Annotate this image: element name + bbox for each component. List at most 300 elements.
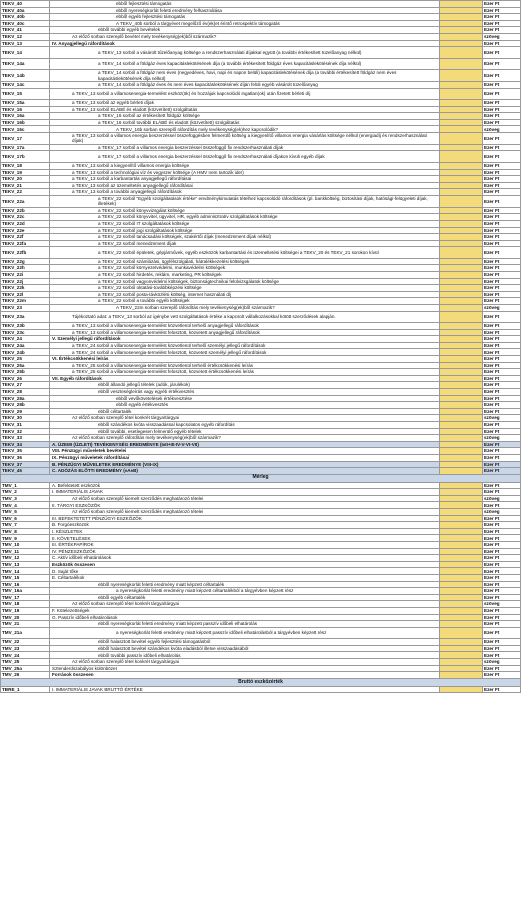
unit-cell[interactable]: Ezer Ft bbox=[483, 58, 521, 70]
row-description-cell[interactable]: a TEKV_22 sorból posta-távközlési költség, internet használati díj bbox=[50, 291, 440, 298]
unit-cell[interactable]: szöveg bbox=[483, 659, 521, 666]
row-description-cell[interactable]: I. IMMATERIÁLIS JAVAK BRUTTÓ ÉRTÉKE bbox=[50, 686, 440, 693]
row-description-cell[interactable]: a TEKV_22 sorból menedzsment díjak bbox=[50, 240, 440, 247]
input-cell[interactable] bbox=[440, 195, 483, 207]
input-cell[interactable] bbox=[440, 162, 483, 169]
row-description-cell[interactable]: D. Saját tőke bbox=[50, 568, 440, 575]
row-description-cell[interactable]: III. BEFEKTETETT PÉNZÜGYI ESZKÖZÖK bbox=[50, 515, 440, 522]
input-cell[interactable] bbox=[440, 70, 483, 82]
row-description-cell[interactable]: ebből halasztott bevétel egyéb fejlesztési támogatásból bbox=[50, 639, 440, 646]
input-cell[interactable] bbox=[440, 278, 483, 285]
row-description-cell[interactable]: a TEKV_13 sorból a további anyagjellegű ráfordítások bbox=[50, 189, 440, 196]
unit-cell[interactable]: Ezer Ft bbox=[483, 522, 521, 529]
unit-cell[interactable]: szöveg bbox=[483, 415, 521, 422]
row-code-cell[interactable]: TEKV_45 bbox=[1, 468, 50, 475]
row-description-cell[interactable]: a TEKV_22 sorból könyvvitel, ügyvitel, HR, egyéb adminisztratív szolgáltatások költsége bbox=[50, 214, 440, 221]
input-cell[interactable] bbox=[440, 133, 483, 145]
row-description-cell[interactable]: a TEKV_14 sorból a földgáz éves kapacitáslekötésének díja (a további értékesített földgáz éves kapacitáslekötésének díja nélkül) bbox=[50, 58, 440, 70]
row-description-cell[interactable]: G. Passzív időbeli elhatárolások bbox=[50, 614, 440, 621]
input-cell[interactable] bbox=[440, 40, 483, 47]
unit-cell[interactable]: Ezer Ft bbox=[483, 1, 521, 8]
row-code-cell[interactable]: TEKV_14a bbox=[1, 58, 50, 70]
input-cell[interactable] bbox=[440, 627, 483, 639]
row-code-cell[interactable]: TEKV_21 bbox=[1, 182, 50, 189]
input-cell[interactable] bbox=[440, 20, 483, 27]
row-code-cell[interactable]: TMV_8 bbox=[1, 528, 50, 535]
row-code-cell[interactable]: TEKV_22b bbox=[1, 207, 50, 214]
unit-cell[interactable]: Ezer Ft bbox=[483, 298, 521, 305]
row-description-cell[interactable]: a TEKV_16 sorból az értékesített földgáz költsége bbox=[50, 113, 440, 120]
row-code-cell[interactable]: TEKV_16 bbox=[1, 106, 50, 113]
unit-cell[interactable]: Ezer Ft bbox=[483, 614, 521, 621]
unit-cell[interactable]: Ezer Ft bbox=[483, 227, 521, 234]
row-description-cell[interactable]: ebből nyereségkorlát feletti eredmény miatt képzett céltartalék bbox=[50, 581, 440, 588]
row-code-cell[interactable]: TEKV_25b bbox=[1, 369, 50, 376]
row-description-cell[interactable]: VII. Egyéb ráfordítások bbox=[50, 375, 440, 382]
unit-cell[interactable]: Ezer Ft bbox=[483, 645, 521, 652]
row-code-cell[interactable]: TMV_4 bbox=[1, 502, 50, 509]
input-cell[interactable] bbox=[440, 1, 483, 8]
row-code-cell[interactable]: TMV_14 bbox=[1, 568, 50, 575]
row-code-cell[interactable]: TEKV_23c bbox=[1, 329, 50, 336]
input-cell[interactable] bbox=[440, 119, 483, 126]
row-description-cell[interactable]: a TEKV_16 sorból további ELÁBÉ és eladott (közvetített) szolgáltatás bbox=[50, 119, 440, 126]
input-cell[interactable] bbox=[440, 645, 483, 652]
row-code-cell[interactable]: TEKV_28 bbox=[1, 388, 50, 395]
row-description-cell[interactable]: a TEKV_22 sorból IT szolgáltatások költsége bbox=[50, 220, 440, 227]
unit-cell[interactable]: Ezer Ft bbox=[483, 588, 521, 595]
input-cell[interactable] bbox=[440, 495, 483, 502]
unit-cell[interactable]: szöveg bbox=[483, 33, 521, 40]
input-cell[interactable] bbox=[440, 535, 483, 542]
unit-cell[interactable]: Ezer Ft bbox=[483, 214, 521, 221]
row-code-cell[interactable]: TEKV_25a bbox=[1, 362, 50, 369]
row-description-cell[interactable]: a TEKV_13 sorból a villamos energia beszerzéssel összefüggésben felmerülő költség a kiegyenlítő villamos energia vásárlás költsége nélkül (energiadíj és rendszerhasználati díjak) bbox=[50, 133, 440, 145]
row-description-cell[interactable]: A. Befektetett eszközök bbox=[50, 482, 440, 489]
input-cell[interactable] bbox=[440, 214, 483, 221]
row-description-cell[interactable]: F. Kötelezettségek bbox=[50, 607, 440, 614]
row-description-cell[interactable]: ebből egyéb értékvesztés bbox=[50, 402, 440, 409]
row-code-cell[interactable]: TMV_21 bbox=[1, 621, 50, 628]
row-description-cell[interactable]: ebből szándékos kvóta visszaadással kapcsolatos egyéb ráfordítás bbox=[50, 421, 440, 428]
row-description-cell[interactable]: E. Céltartalékok bbox=[50, 575, 440, 582]
row-description-cell[interactable]: a TEKV_24 sorból a villamosenergia-termelést közvetlenül terhelő személyi jellegű ráfordítások bbox=[50, 342, 440, 349]
row-description-cell[interactable]: Az előző sorban szereplő bevétel mely tevékenység(ek)ből származik? bbox=[50, 33, 440, 40]
row-description-cell[interactable]: ebből fejlesztési támogatás bbox=[50, 1, 440, 8]
unit-cell[interactable]: Ezer Ft bbox=[483, 349, 521, 356]
unit-cell[interactable]: Ezer Ft bbox=[483, 342, 521, 349]
row-code-cell[interactable]: TEKV_22 bbox=[1, 189, 50, 196]
row-description-cell[interactable]: I. KÉSZLETEK bbox=[50, 528, 440, 535]
input-cell[interactable] bbox=[440, 561, 483, 568]
row-description-cell[interactable]: a TEKV_24 sorból a villamosenergia-termelést felosztott, közvetett személyi jellegű ráfordítások bbox=[50, 349, 440, 356]
row-code-cell[interactable]: TEKV_12 bbox=[1, 33, 50, 40]
row-code-cell[interactable]: TMV_7 bbox=[1, 522, 50, 529]
input-cell[interactable] bbox=[440, 285, 483, 292]
row-code-cell[interactable]: TEKV_22h bbox=[1, 265, 50, 272]
row-code-cell[interactable]: TMV_25 bbox=[1, 659, 50, 666]
row-description-cell[interactable]: ebből céltartalék bbox=[50, 408, 440, 415]
input-cell[interactable] bbox=[440, 382, 483, 389]
row-description-cell[interactable]: a TEKV_22 sorból számlázási, ügyfélszolgálati, hátralékkezelési költségek bbox=[50, 258, 440, 265]
input-cell[interactable] bbox=[440, 639, 483, 646]
row-code-cell[interactable]: TEKV_40c bbox=[1, 20, 50, 27]
input-cell[interactable] bbox=[440, 356, 483, 363]
row-code-cell[interactable]: TEKV_16b bbox=[1, 119, 50, 126]
input-cell[interactable] bbox=[440, 362, 483, 369]
unit-cell[interactable]: Ezer Ft bbox=[483, 278, 521, 285]
row-description-cell[interactable]: a TEKV_14 sorból a földgáz éves és nem éves kapacitáslekötésének díján felüli egyéb vásárolt tüzelőanyag bbox=[50, 81, 440, 88]
input-cell[interactable] bbox=[440, 441, 483, 448]
row-code-cell[interactable]: TEKV_33 bbox=[1, 435, 50, 442]
unit-cell[interactable]: Ezer Ft bbox=[483, 113, 521, 120]
unit-cell[interactable]: Ezer Ft bbox=[483, 27, 521, 34]
input-cell[interactable] bbox=[440, 665, 483, 672]
input-cell[interactable] bbox=[440, 415, 483, 422]
unit-cell[interactable]: Ezer Ft bbox=[483, 182, 521, 189]
row-code-cell[interactable]: TEKV_34 bbox=[1, 441, 50, 448]
unit-cell[interactable]: Ezer Ft bbox=[483, 100, 521, 107]
unit-cell[interactable]: Ezer Ft bbox=[483, 542, 521, 549]
row-description-cell[interactable]: Az előző sorban szereplő kiemelt szerződés meghatározó tételei bbox=[50, 509, 440, 516]
row-description-cell[interactable]: A TEKV_40b sorból a tárgyévet megelőző év(ek)et érintő retrospektív támogatás bbox=[50, 20, 440, 27]
input-cell[interactable] bbox=[440, 342, 483, 349]
row-code-cell[interactable]: TEKV_16a bbox=[1, 113, 50, 120]
input-cell[interactable] bbox=[440, 659, 483, 666]
row-code-cell[interactable]: TEKV_28b bbox=[1, 402, 50, 409]
row-description-cell[interactable]: Sztenderdszabályos különbözet bbox=[50, 665, 440, 672]
input-cell[interactable] bbox=[440, 265, 483, 272]
row-code-cell[interactable]: TMV_3 bbox=[1, 495, 50, 502]
row-description-cell[interactable]: Eszközök összesen bbox=[50, 561, 440, 568]
input-cell[interactable] bbox=[440, 88, 483, 100]
unit-cell[interactable]: Ezer Ft bbox=[483, 482, 521, 489]
unit-cell[interactable]: Ezer Ft bbox=[483, 119, 521, 126]
row-code-cell[interactable]: TEKV_40 bbox=[1, 1, 50, 8]
row-code-cell[interactable]: TMV_26 bbox=[1, 672, 50, 679]
input-cell[interactable] bbox=[440, 428, 483, 435]
input-cell[interactable] bbox=[440, 291, 483, 298]
input-cell[interactable] bbox=[440, 502, 483, 509]
row-code-cell[interactable]: TMV_10 bbox=[1, 542, 50, 549]
row-code-cell[interactable]: TEKV_27 bbox=[1, 382, 50, 389]
row-description-cell[interactable]: III. ÉRTÉKPAPÍROK bbox=[50, 542, 440, 549]
unit-cell[interactable]: Ezer Ft bbox=[483, 144, 521, 151]
unit-cell[interactable]: Ezer Ft bbox=[483, 665, 521, 672]
input-cell[interactable] bbox=[440, 515, 483, 522]
row-description-cell[interactable]: a TEKV_13 sorból az üzemeltetés anyagjellegű ráfordításai bbox=[50, 182, 440, 189]
row-description-cell[interactable]: ebből vevőkövetelések értékvesztése bbox=[50, 395, 440, 402]
row-description-cell[interactable]: IX. Pénzügyi műveletek ráfordításai bbox=[50, 454, 440, 461]
row-description-cell[interactable]: IV. Anyagjellegű ráfordítások bbox=[50, 40, 440, 47]
row-code-cell[interactable]: TEKV_37 bbox=[1, 461, 50, 468]
row-description-cell[interactable]: a TEKV_13 sorból a vásárolt tűzelőanyag költsége a rendszerhasználati díjakkal együtt (a további értékesített tüzelőanyag nélkül) bbox=[50, 47, 440, 59]
input-cell[interactable] bbox=[440, 258, 483, 265]
row-code-cell[interactable]: TEKV_23a bbox=[1, 311, 50, 323]
input-cell[interactable] bbox=[440, 220, 483, 227]
row-code-cell[interactable]: TEKV_24 bbox=[1, 336, 50, 343]
unit-cell[interactable]: Ezer Ft bbox=[483, 329, 521, 336]
row-description-cell[interactable]: C. ADÓZÁS ELŐTTI EREDMÉNY (±A±B) bbox=[50, 468, 440, 475]
row-description-cell[interactable]: a TEKV_22 sorból tanácsadási költségek, szakértői díjak (menedzsment díjak nélkül) bbox=[50, 234, 440, 241]
row-code-cell[interactable]: TEKV_22fa bbox=[1, 240, 50, 247]
unit-cell[interactable]: Ezer Ft bbox=[483, 575, 521, 582]
row-description-cell[interactable]: B. Forgóeszközök bbox=[50, 522, 440, 529]
row-description-cell[interactable]: ebből nyereségkorlát feletti eredmény miatt képzett passzív időbeli elhatárolás bbox=[50, 621, 440, 628]
row-code-cell[interactable]: TEKV_31 bbox=[1, 421, 50, 428]
row-description-cell[interactable]: a TEKV_22 sorból környezetvédelmi, munkavédelmi költségek bbox=[50, 265, 440, 272]
unit-cell[interactable]: Ezer Ft bbox=[483, 88, 521, 100]
row-code-cell[interactable]: TEKV_29 bbox=[1, 408, 50, 415]
unit-cell[interactable]: Ezer Ft bbox=[483, 502, 521, 509]
row-description-cell[interactable]: a TEKV_13 sorból a kiegyenlítő villamos energia költsége bbox=[50, 162, 440, 169]
row-code-cell[interactable]: TMV_1 bbox=[1, 482, 50, 489]
input-cell[interactable] bbox=[440, 234, 483, 241]
unit-cell[interactable]: Ezer Ft bbox=[483, 448, 521, 455]
row-description-cell[interactable]: a TEKV_25 sorból a villamosenergia-termelést felosztott, közvetett értékcsökkenési leírás bbox=[50, 369, 440, 376]
unit-cell[interactable]: Ezer Ft bbox=[483, 382, 521, 389]
input-cell[interactable] bbox=[440, 151, 483, 163]
row-code-cell[interactable]: TMV_18 bbox=[1, 601, 50, 608]
unit-cell[interactable]: Ezer Ft bbox=[483, 169, 521, 176]
input-cell[interactable] bbox=[440, 247, 483, 259]
unit-cell[interactable]: Ezer Ft bbox=[483, 285, 521, 292]
input-cell[interactable] bbox=[440, 311, 483, 323]
row-description-cell[interactable]: ebből további egyéb bevételek bbox=[50, 27, 440, 34]
input-cell[interactable] bbox=[440, 27, 483, 34]
unit-cell[interactable]: Ezer Ft bbox=[483, 81, 521, 88]
row-description-cell[interactable]: a TEKV_13 sorból a villamosenergia-termelést közvetlenül terhelő anyagjellegű ráfordítások bbox=[50, 323, 440, 330]
row-code-cell[interactable]: TEKV_22f bbox=[1, 234, 50, 241]
row-description-cell[interactable]: VIII. Pénzügyi műveletek bevételei bbox=[50, 448, 440, 455]
row-code-cell[interactable]: TEKV_22fb bbox=[1, 247, 50, 259]
input-cell[interactable] bbox=[440, 176, 483, 183]
row-code-cell[interactable]: TEKV_28a bbox=[1, 395, 50, 402]
unit-cell[interactable]: Ezer Ft bbox=[483, 581, 521, 588]
row-description-cell[interactable]: B. PÉNZÜGYI MŰVELETEK EREDMÉNYE (VIII-IX) bbox=[50, 461, 440, 468]
unit-cell[interactable]: Ezer Ft bbox=[483, 189, 521, 196]
row-code-cell[interactable]: TMV_16a bbox=[1, 588, 50, 595]
input-cell[interactable] bbox=[440, 489, 483, 496]
row-code-cell[interactable]: TMV_6 bbox=[1, 515, 50, 522]
unit-cell[interactable]: Ezer Ft bbox=[483, 461, 521, 468]
input-cell[interactable] bbox=[440, 349, 483, 356]
input-cell[interactable] bbox=[440, 652, 483, 659]
input-cell[interactable] bbox=[440, 189, 483, 196]
input-cell[interactable] bbox=[440, 408, 483, 415]
row-code-cell[interactable]: TEKV_40b bbox=[1, 14, 50, 21]
input-cell[interactable] bbox=[440, 581, 483, 588]
row-code-cell[interactable]: TEKV_36 bbox=[1, 454, 50, 461]
row-code-cell[interactable]: TMV_5 bbox=[1, 509, 50, 516]
input-cell[interactable] bbox=[440, 575, 483, 582]
unit-cell[interactable]: Ezer Ft bbox=[483, 362, 521, 369]
input-cell[interactable] bbox=[440, 58, 483, 70]
row-code-cell[interactable]: TEKV_17 bbox=[1, 133, 50, 145]
input-cell[interactable] bbox=[440, 528, 483, 535]
unit-cell[interactable]: Ezer Ft bbox=[483, 428, 521, 435]
unit-cell[interactable]: Ezer Ft bbox=[483, 561, 521, 568]
input-cell[interactable] bbox=[440, 329, 483, 336]
input-cell[interactable] bbox=[440, 395, 483, 402]
row-description-cell[interactable]: a nyereségkorlát feletti eredmény miatt képzett passzív időbeli elhatárolásból a tárgyévben képzett rész bbox=[50, 627, 440, 639]
input-cell[interactable] bbox=[440, 106, 483, 113]
row-code-cell[interactable]: TEKV_26 bbox=[1, 375, 50, 382]
unit-cell[interactable]: Ezer Ft bbox=[483, 594, 521, 601]
unit-cell[interactable]: Ezer Ft bbox=[483, 258, 521, 265]
row-code-cell[interactable]: TEKV_22i bbox=[1, 271, 50, 278]
input-cell[interactable] bbox=[440, 47, 483, 59]
unit-cell[interactable]: szöveg bbox=[483, 126, 521, 133]
row-code-cell[interactable]: TEKV_22d bbox=[1, 220, 50, 227]
input-cell[interactable] bbox=[440, 375, 483, 382]
row-description-cell[interactable]: a TEKV_22 sorból oktatási-továbbképzési költsége bbox=[50, 285, 440, 292]
unit-cell[interactable]: Ezer Ft bbox=[483, 162, 521, 169]
row-code-cell[interactable]: TEKV_17a bbox=[1, 144, 50, 151]
row-description-cell[interactable]: ebből halasztott bevétel szándékos kvóta eladásból illetve visszaadásából bbox=[50, 645, 440, 652]
row-description-cell[interactable]: Az előző sorban szereplő tétel konkrét tárgya/tárgyai bbox=[50, 415, 440, 422]
unit-cell[interactable]: Ezer Ft bbox=[483, 555, 521, 562]
unit-cell[interactable]: Ezer Ft bbox=[483, 234, 521, 241]
unit-cell[interactable]: szöveg bbox=[483, 601, 521, 608]
row-code-cell[interactable]: TMV_9 bbox=[1, 535, 50, 542]
input-cell[interactable] bbox=[440, 509, 483, 516]
unit-cell[interactable]: Ezer Ft bbox=[483, 568, 521, 575]
unit-cell[interactable]: Ezer Ft bbox=[483, 652, 521, 659]
row-code-cell[interactable]: TMV_17 bbox=[1, 594, 50, 601]
unit-cell[interactable]: Ezer Ft bbox=[483, 323, 521, 330]
unit-cell[interactable]: Ezer Ft bbox=[483, 14, 521, 21]
row-description-cell[interactable]: a TEKV_17 sorból a villamos energia beszerzéssel összefüggő fix rendszerhasználati díjak bbox=[50, 144, 440, 151]
input-cell[interactable] bbox=[440, 271, 483, 278]
row-code-cell[interactable]: TEKV_15a bbox=[1, 100, 50, 107]
row-code-cell[interactable]: TMV_19 bbox=[1, 607, 50, 614]
row-code-cell[interactable]: TEKV_22e bbox=[1, 227, 50, 234]
unit-cell[interactable]: Ezer Ft bbox=[483, 621, 521, 628]
row-description-cell[interactable]: Tájékoztató adat: a TEKV_13 sorból az igénybe vett szolgáltatások értéke a kapcsolt vállalkozásokkal kötött szerződések alapján. bbox=[50, 311, 440, 323]
row-description-cell[interactable]: A TEKV_22m sorban szereplő ráfordítás mely tevékenység(ek)ből származik? bbox=[50, 304, 440, 311]
input-cell[interactable] bbox=[440, 227, 483, 234]
row-description-cell[interactable]: C. Aktív időbeli elhatárolások bbox=[50, 555, 440, 562]
input-cell[interactable] bbox=[440, 169, 483, 176]
row-code-cell[interactable]: TEKV_19 bbox=[1, 169, 50, 176]
row-code-cell[interactable]: TMV_16 bbox=[1, 581, 50, 588]
row-code-cell[interactable]: TEKV_20 bbox=[1, 176, 50, 183]
row-code-cell[interactable]: TEKV_22c bbox=[1, 214, 50, 221]
row-code-cell[interactable]: TEKV_16c bbox=[1, 126, 50, 133]
unit-cell[interactable]: Ezer Ft bbox=[483, 220, 521, 227]
input-cell[interactable] bbox=[440, 113, 483, 120]
unit-cell[interactable]: Ezer Ft bbox=[483, 151, 521, 163]
unit-cell[interactable]: Ezer Ft bbox=[483, 375, 521, 382]
row-code-cell[interactable]: TEKV_24a bbox=[1, 342, 50, 349]
input-cell[interactable] bbox=[440, 421, 483, 428]
row-description-cell[interactable]: a TEKV_17 sorból a villamos energia beszerzéssel összefüggő fix rendszerhasználati díjakon kívüli egyéb díjak bbox=[50, 151, 440, 163]
row-code-cell[interactable]: TMV_11 bbox=[1, 548, 50, 555]
input-cell[interactable] bbox=[440, 686, 483, 693]
input-cell[interactable] bbox=[440, 144, 483, 151]
unit-cell[interactable]: Ezer Ft bbox=[483, 195, 521, 207]
row-description-cell[interactable]: Az előző sorban szereplő tétel konkrét tárgya/tárgyai bbox=[50, 601, 440, 608]
row-description-cell[interactable]: ebből további, esetlegesen felmerülő egyéb tételek bbox=[50, 428, 440, 435]
row-code-cell[interactable]: TEKV_30 bbox=[1, 415, 50, 422]
row-description-cell[interactable]: a TEKV_13 sorból a karbantartás anyagjellegű ráfordításai bbox=[50, 176, 440, 183]
input-cell[interactable] bbox=[440, 601, 483, 608]
row-description-cell[interactable]: a TEKV_25 sorból a villamosenergia-termelést közvetlenül terhelő értékcsökkenési leírás bbox=[50, 362, 440, 369]
unit-cell[interactable]: Ezer Ft bbox=[483, 247, 521, 259]
input-cell[interactable] bbox=[440, 240, 483, 247]
unit-cell[interactable]: Ezer Ft bbox=[483, 70, 521, 82]
row-code-cell[interactable]: TMV_12 bbox=[1, 555, 50, 562]
input-cell[interactable] bbox=[440, 14, 483, 21]
row-code-cell[interactable]: TEKV_22g bbox=[1, 258, 50, 265]
unit-cell[interactable]: Ezer Ft bbox=[483, 535, 521, 542]
row-code-cell[interactable]: TEKV_18 bbox=[1, 162, 50, 169]
row-code-cell[interactable]: TEKV_23b bbox=[1, 323, 50, 330]
input-cell[interactable] bbox=[440, 435, 483, 442]
row-description-cell[interactable]: a TEKV_22 sorból jogi szolgáltatások költsége bbox=[50, 227, 440, 234]
unit-cell[interactable]: Ezer Ft bbox=[483, 336, 521, 343]
input-cell[interactable] bbox=[440, 548, 483, 555]
input-cell[interactable] bbox=[440, 568, 483, 575]
unit-cell[interactable]: szöveg bbox=[483, 495, 521, 502]
row-description-cell[interactable]: Az előző sorban szereplő ráfordítás mely tevékenység(ek)ből származik? bbox=[50, 435, 440, 442]
unit-cell[interactable]: Ezer Ft bbox=[483, 441, 521, 448]
unit-cell[interactable]: Ezer Ft bbox=[483, 20, 521, 27]
row-code-cell[interactable]: TMV_22 bbox=[1, 639, 50, 646]
input-cell[interactable] bbox=[440, 672, 483, 679]
row-code-cell[interactable]: TMV_25a bbox=[1, 665, 50, 672]
input-cell[interactable] bbox=[440, 304, 483, 311]
row-description-cell[interactable]: II. KÖVETELÉSEK bbox=[50, 535, 440, 542]
row-description-cell[interactable]: A. ÜZEMI (ÜZLETI) TEVÉKENYSÉG EREDMÉNYE (I±II+III-IV-V-VI-VII) bbox=[50, 441, 440, 448]
row-code-cell[interactable]: TMV_13 bbox=[1, 561, 50, 568]
unit-cell[interactable]: Ezer Ft bbox=[483, 240, 521, 247]
input-cell[interactable] bbox=[440, 555, 483, 562]
row-description-cell[interactable]: ebből további passzív időbeli elhatárolás bbox=[50, 652, 440, 659]
unit-cell[interactable]: szöveg bbox=[483, 509, 521, 516]
row-code-cell[interactable]: TEKV_32 bbox=[1, 428, 50, 435]
unit-cell[interactable]: Ezer Ft bbox=[483, 408, 521, 415]
unit-cell[interactable]: Ezer Ft bbox=[483, 627, 521, 639]
unit-cell[interactable]: Ezer Ft bbox=[483, 421, 521, 428]
unit-cell[interactable]: Ezer Ft bbox=[483, 311, 521, 323]
unit-cell[interactable]: Ezer Ft bbox=[483, 271, 521, 278]
input-cell[interactable] bbox=[440, 336, 483, 343]
row-code-cell[interactable]: TMV_24 bbox=[1, 652, 50, 659]
input-cell[interactable] bbox=[440, 81, 483, 88]
input-cell[interactable] bbox=[440, 522, 483, 529]
row-code-cell[interactable]: TEKV_24b bbox=[1, 349, 50, 356]
input-cell[interactable] bbox=[440, 542, 483, 549]
row-description-cell[interactable]: a TEKV_22 sorból vagyonvédelmi költségek, biztonságtechnikai felülvizsgálatok költsége bbox=[50, 278, 440, 285]
input-cell[interactable] bbox=[440, 461, 483, 468]
unit-cell[interactable]: Ezer Ft bbox=[483, 489, 521, 496]
row-description-cell[interactable]: a TEKV_13 sorból a technológiai víz és vegyszer költsége (A HMV nem tartozik ide!) bbox=[50, 169, 440, 176]
unit-cell[interactable]: Ezer Ft bbox=[483, 369, 521, 376]
row-code-cell[interactable]: TEKV_22j bbox=[1, 278, 50, 285]
input-cell[interactable] bbox=[440, 100, 483, 107]
input-cell[interactable] bbox=[440, 454, 483, 461]
row-description-cell[interactable]: ebből veszteségleírás vagy egyéb értékvesztés bbox=[50, 388, 440, 395]
input-cell[interactable] bbox=[440, 207, 483, 214]
input-cell[interactable] bbox=[440, 323, 483, 330]
input-cell[interactable] bbox=[440, 468, 483, 475]
row-code-cell[interactable]: TEKV_14 bbox=[1, 47, 50, 59]
row-description-cell[interactable]: Az előző sorban szereplő kiemelt szerződés meghatározó tételei bbox=[50, 495, 440, 502]
input-cell[interactable] bbox=[440, 594, 483, 601]
unit-cell[interactable]: Ezer Ft bbox=[483, 133, 521, 145]
